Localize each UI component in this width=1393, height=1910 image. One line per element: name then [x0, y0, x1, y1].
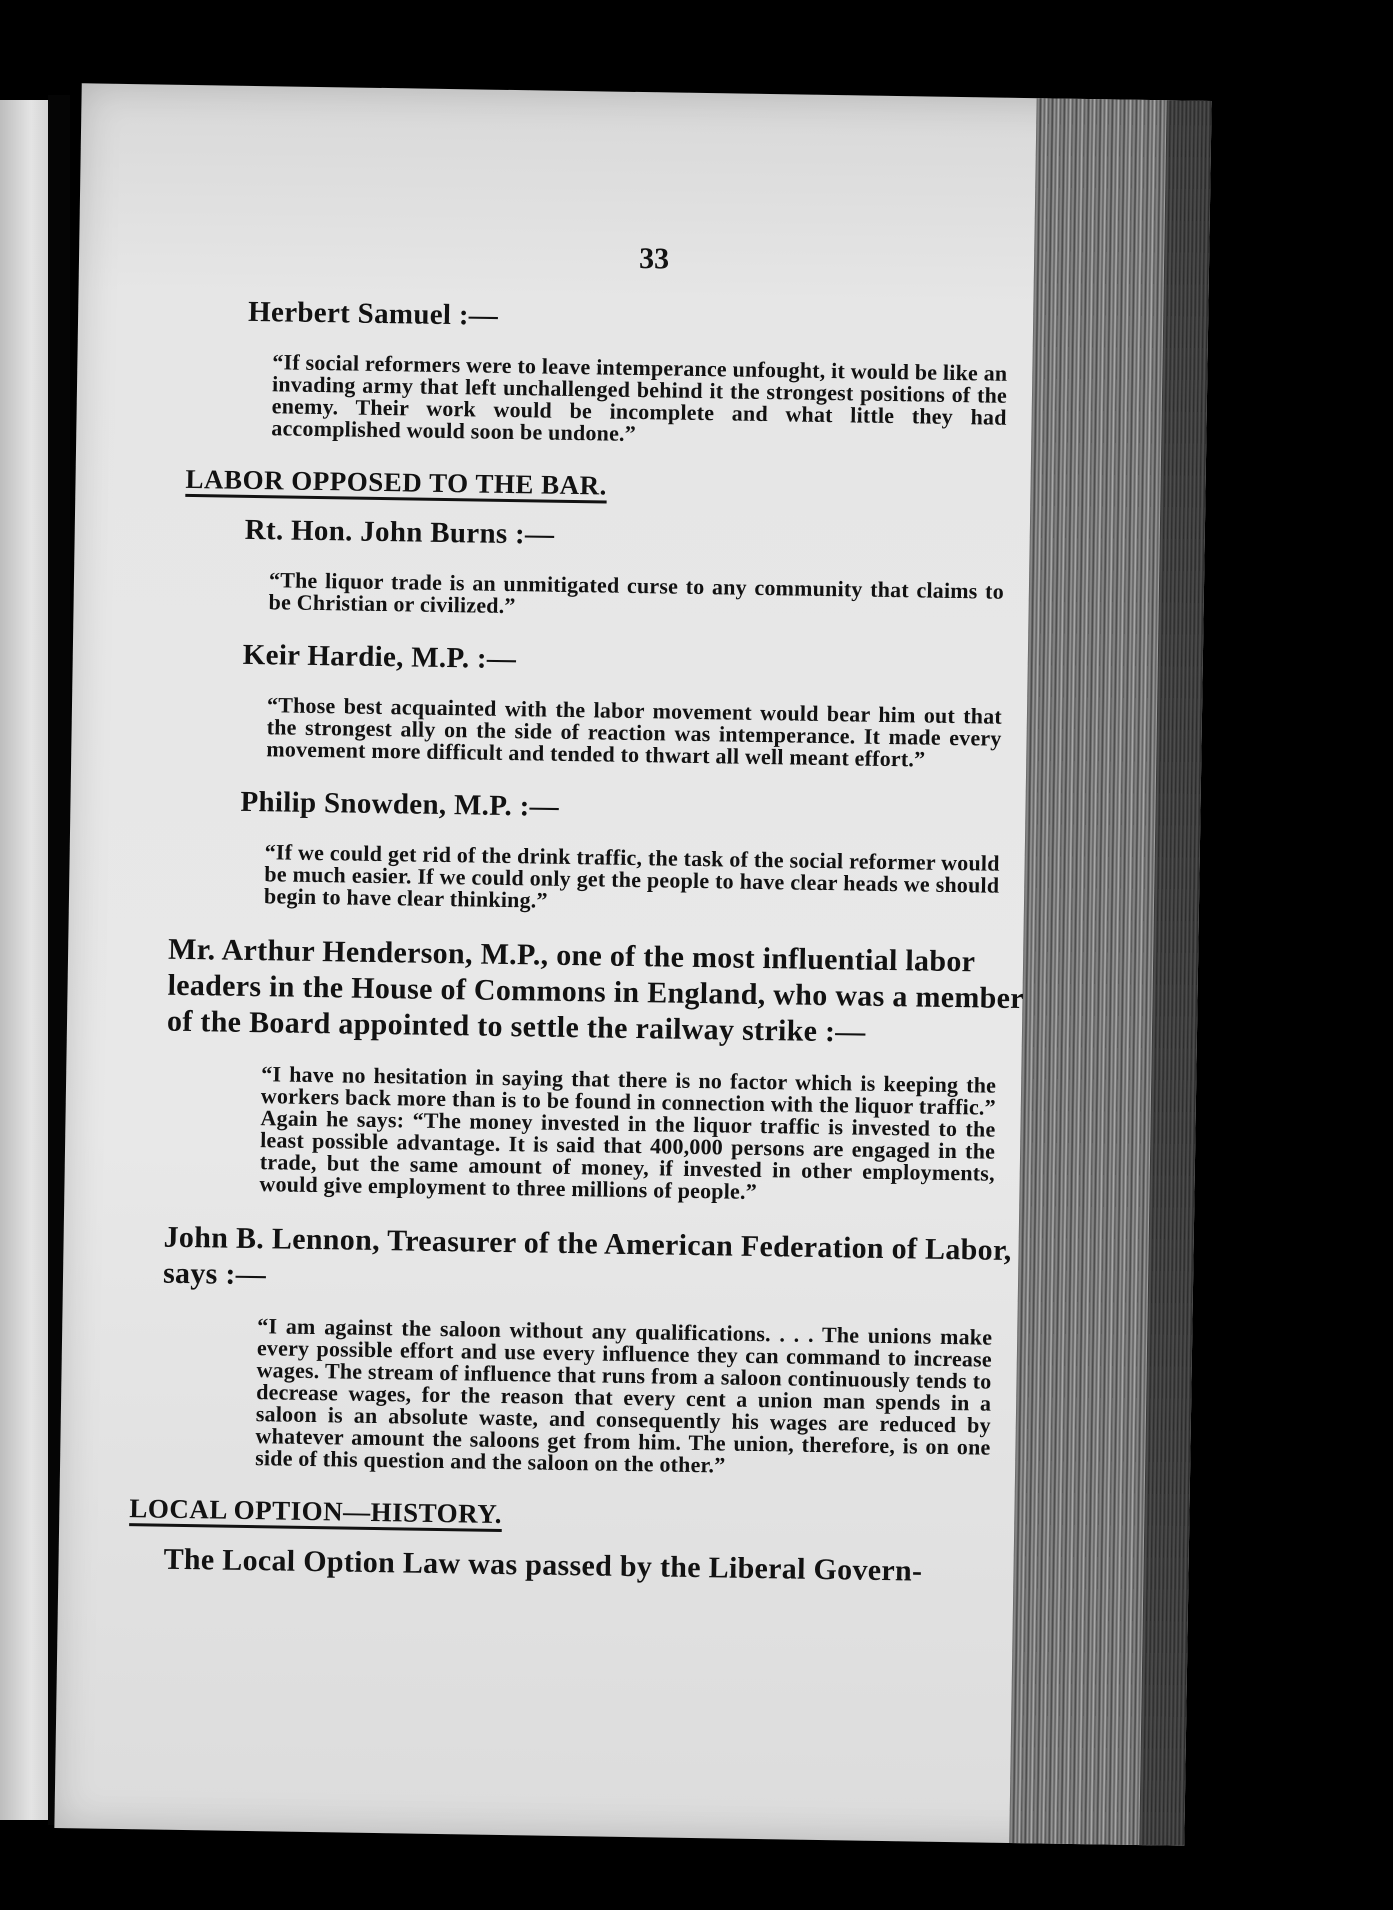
- speaker-john-burns: Rt. Hon. John Burns :—: [244, 513, 555, 551]
- quote-john-lennon: “I am against the saloon without any qualifications. . . . The unions make every possible effort and use every influence they can command to increase wages. The stream of influence that runs from a saloon continuously tends to decrease wages, for the reason that every cent a union man spends in a saloon is an absolute waste, and consequently his wages are reduced by whatever amount the saloons get from him. The union, therefore, is on one side of this question and the saloon on the other.”: [255, 1313, 993, 1478]
- section-heading-labor: LABOR OPPOSED TO THE BAR.: [185, 463, 608, 501]
- speaker-john-lennon: John B. Lennon, Treasurer of the American Federation of Labor, says :—: [162, 1220, 1012, 1292]
- speaker-herbert-samuel: Herbert Samuel :—: [247, 295, 499, 332]
- quote-arthur-henderson: “I have no hesitation in saying that there is no factor which is keeping the workers back more than is to be found in connection with the liquor traffic.” Again he says: “The money invested in the liquor traffic is invested to the least possible advantage. It is said that 400,000 persons are engaged in the trade, but the same amount of money, if invested in other employments, would give employment to three millions of people.”: [259, 1061, 997, 1204]
- speaker-keir-hardie: Keir Hardie, M.P. :—: [242, 638, 517, 676]
- body-paragraph: The Local Option Law was passed by the Liberal Govern-: [163, 1542, 923, 1588]
- page-content: [118, 234, 1039, 1590]
- quote-philip-snowden: “If we could get rid of the drink traffic, the task of the social reformer would be much easier. If we could only get the people to have clear heads we should begin to have clear thinking.”: [263, 839, 1000, 913]
- section-heading-local-option: LOCAL OPTION—HISTORY.: [129, 1493, 503, 1530]
- book-page: [54, 83, 1211, 1846]
- page-stack-edge: [1009, 98, 1211, 1846]
- speaker-philip-snowden: Philip Snowden, M.P. :—: [240, 785, 560, 823]
- quote-herbert-samuel: “If social reformers were to leave intemperance unfought, it would be like an invading army that left unchallenged behind it the strongest positions of the enemy. Their work would be incomplete and what little they had accomplished would soon be undone.”: [271, 349, 1008, 446]
- speaker-arthur-henderson: Mr. Arthur Henderson, M.P., one of the most influential labor leaders in the House of Commons in England, who was a member of the Board appointed to settle the railway strike :—: [166, 932, 1024, 1049]
- previous-page-edge: [0, 100, 52, 1820]
- quote-keir-hardie: “Those best acquainted with the labor movement would bear him out that the strongest ally on the side of reaction was intemperance. It made every movement more difficult and tended to thwart all well meant effort.”: [266, 692, 1003, 772]
- quote-john-burns: “The liquor trade is an unmitigated curse to any community that claims to be Christian or civilized.”: [268, 567, 1005, 619]
- page-stack-shadow: [1139, 100, 1211, 1845]
- page-number: 33: [638, 242, 670, 276]
